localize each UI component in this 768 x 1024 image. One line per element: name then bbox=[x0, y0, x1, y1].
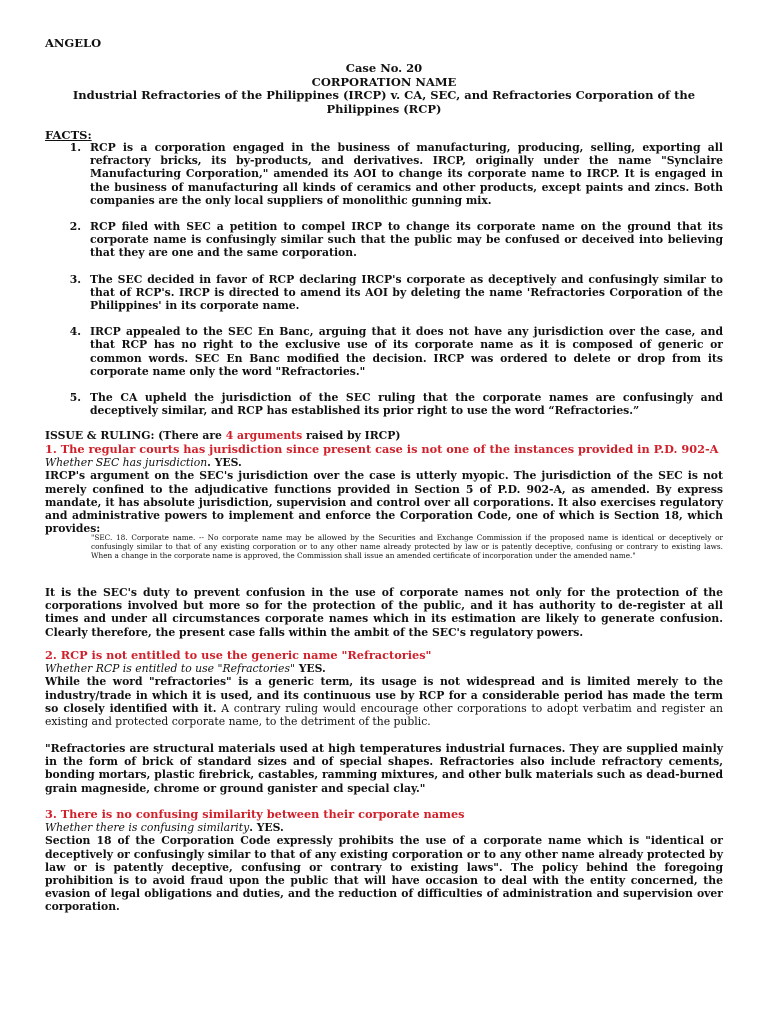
argument-2 bbox=[45, 649, 723, 728]
argument-question: Whether RCP is entitled to use "Refractories" YES. bbox=[45, 662, 326, 676]
fact-text: The SEC decided in favor of RCP declaring IRCP's corporate as deceptively and confusingly similar to that of RCP's. IRCP is directed to amend its AOI by deleting the name 'Refractories Corporation of the Philippines' in its corporate name. bbox=[90, 272, 723, 313]
case-number: Case No. 20 bbox=[345, 61, 423, 75]
argument-count: 4 arguments bbox=[225, 429, 303, 442]
argument-body: While the word "refractories" is a generic term, its usage is not widespread and is limited merely to the industry/trade in which it is used, and its continuous use by RCP for a considerable period has made the term so closely identified with it. A contrary ruling would encourage other corporations to adopt verbatim and register an existing and protected corporate name, to the detriment of the public. bbox=[45, 675, 724, 729]
fact-number: 1. bbox=[69, 141, 81, 154]
fact-number: 3. bbox=[69, 272, 81, 286]
fact-item bbox=[45, 141, 723, 207]
argument-heading: 3. There is no confusing similarity between their corporate names bbox=[45, 807, 465, 821]
author-name: ANGELO bbox=[45, 36, 102, 50]
case-topic: CORPORATION NAME bbox=[311, 74, 457, 89]
argument-heading: 2. RCP is not entitled to use the generic name "Refractories" bbox=[45, 648, 432, 662]
fact-item bbox=[45, 391, 723, 417]
fact-item bbox=[45, 220, 723, 260]
argument-1 bbox=[45, 443, 723, 535]
fact-text: RCP filed with SEC a petition to compel IRCP to change its corporate name on the ground that its corporate name is confusingly similar such that the public may be confused or deceived into believing that they are one and the same corporation. bbox=[90, 220, 723, 260]
fact-text: IRCP appealed to the SEC En Banc, arguing that it does not have any jurisdiction over the case, and that RCP has no right to the exclusive use of its corporate name as it is composed of generic or common words. SEC En Banc modified the decision. IRCP was ordered to delete or drop from its corporate name only the word "Refractories." bbox=[90, 325, 723, 378]
fact-text: RCP is a corporation engaged in the business of manufacturing, producing, selling, exporting all refractory bricks, its by-products, and derivatives. IRCP, originally under the name "Synclaire Manufacturing Corporation," amended its AOI to change its corporate name to IRCP. It is engaged in the business of manufacturing all kinds of ceramics and other products, except paints and zincs. Both companies are the only local suppliers of monolithic gunning mix. bbox=[90, 141, 723, 207]
argument-body: IRCP's argument on the SEC's jurisdiction over the case is utterly myopic. The jurisdiction of the SEC is not merely confined to the adjudicative functions provided in Section 5 of P.D. 902-A, as amended. By express mandate, it has absolute jurisdiction, supervision and control over all corporations. It also exercises regulatory and administrative powers to implement and enforce the Corporation Code, one of which is Section 18, which provides: bbox=[45, 469, 723, 536]
fact-number: 2. bbox=[69, 220, 81, 234]
fact-text: The CA upheld the jurisdiction of the SEC ruling that the corporate names are confusingly and deceptively similar, and RCP has established its prior right to use the word “Refractories.” bbox=[90, 391, 723, 418]
argument-3 bbox=[45, 808, 723, 914]
fact-item bbox=[45, 325, 723, 378]
case-header bbox=[45, 62, 723, 116]
fact-number: 5. bbox=[69, 391, 81, 405]
argument-body: Section 18 of the Corporation Code expressly prohibits the use of a corporate name which is "identical or deceptively or confusingly similar to that of any existing corporation or to any other name already protected by law or is patently deceptive, confusing or contrary to existing laws". The policy behind the foregoing prohibition is to avoid fraud upon the public that will have occasion to deal with the entity concerned, the evasion of legal obligations and duties, and the reduction of difficulties of administration and supervision over corporation. bbox=[45, 834, 723, 914]
argument-question: Whether there is confusing similarity. YES. bbox=[45, 821, 284, 835]
fact-number: 4. bbox=[69, 325, 81, 339]
argument-question: Whether SEC has jurisdiction. YES. bbox=[45, 456, 242, 470]
facts-list bbox=[45, 141, 723, 430]
facts-heading: FACTS: bbox=[45, 128, 92, 142]
case-title: Industrial Refractories of the Philippines (IRCP) v. CA, SEC, and Refractories Corporation of the Philippines (RCP) bbox=[72, 88, 696, 116]
argument-conclusion: It is the SEC's duty to prevent confusion in the use of corporate names not only for the protection of the corporations involved but more so for the protection of the public, and it has authority to de-register at all times and under all circumstances corporate names which in its estimation are likely to generate confusion. Clearly therefore, the present case falls within the ambit of the SEC's regulatory powers. bbox=[45, 586, 723, 639]
argument-heading: 1. The regular courts has jurisdiction since present case is not one of the instances provided in P.D. 902-A bbox=[45, 442, 719, 456]
fact-item bbox=[45, 273, 723, 313]
definition-quote: "Refractories are structural materials used at high temperatures industrial furnaces. They are supplied mainly in the form of brick of standard sizes and of special shapes. Refractories also include refractory cements, bonding mortars, plastic firebrick, castables, ramming mixtures, and other bulk materials such as dead-burned grain magneside, chrome or ground ganister and special clay." bbox=[45, 742, 723, 795]
statute-quote: "SEC. 18. Corporate name. -- No corporate name may be allowed by the Securities and Exchange Commission if the proposed name is identical or deceptively or confusingly similar to that of any existing corporation or to any other name already protected by law or is patently deceptive, confusing or contrary to existing laws. When a change in the corporate name is approved, the Commission shall issue an amended certificate of incorporation under the amended name." bbox=[91, 533, 723, 560]
issue-ruling-heading: ISSUE & RULING: (There are 4 arguments raised by IRCP) bbox=[45, 429, 401, 442]
